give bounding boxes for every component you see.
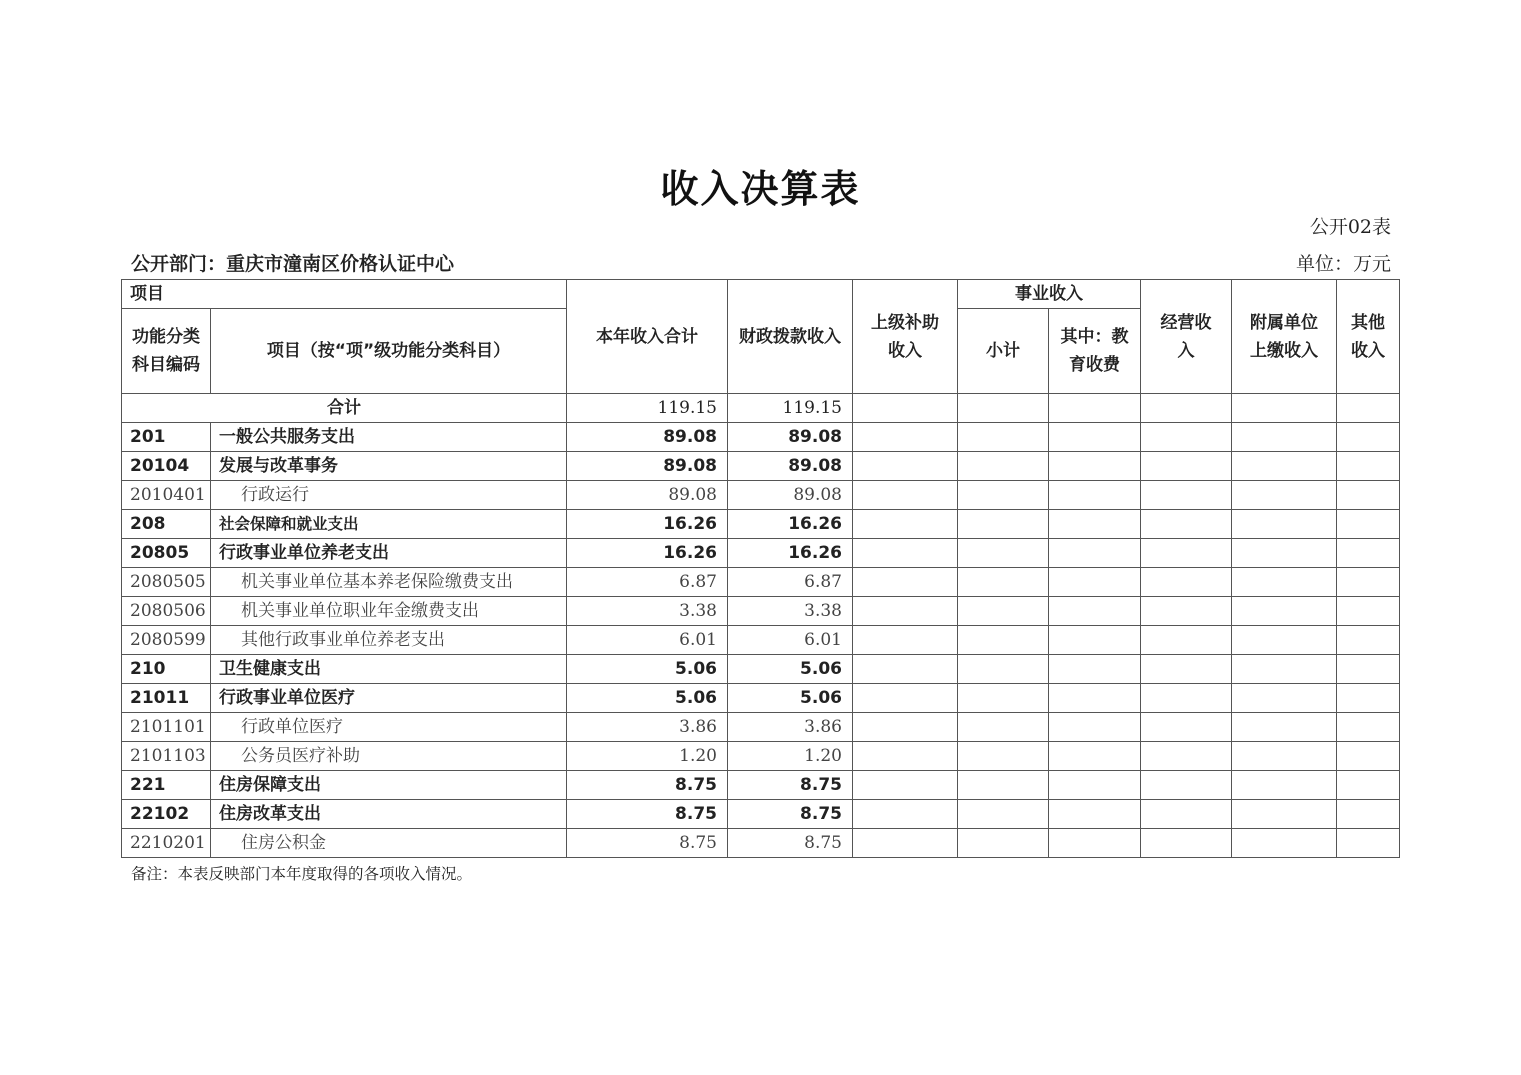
form-number: 公开02表 (1309, 216, 1391, 238)
empty-cell (1141, 771, 1232, 800)
total-fiscal-value: 119.15 (728, 394, 853, 423)
empty-cell (853, 452, 958, 481)
empty-cell (1141, 684, 1232, 713)
empty-cell (1337, 423, 1400, 452)
empty-cell (1141, 481, 1232, 510)
empty-cell (1337, 655, 1400, 684)
row-total: 16.26 (567, 539, 728, 568)
table-row (122, 829, 1400, 858)
total-label: 合计 (122, 394, 567, 423)
row-name: 机关事业单位职业年金缴费支出 (211, 597, 567, 626)
total-income-value: 119.15 (567, 394, 728, 423)
empty-cell (958, 423, 1049, 452)
empty-cell (958, 481, 1049, 510)
row-fiscal: 89.08 (728, 452, 853, 481)
empty-cell (1337, 742, 1400, 771)
header-edu-fee: 其中：教育收费 (1049, 309, 1141, 394)
empty-cell (958, 539, 1049, 568)
empty-cell (1232, 655, 1337, 684)
empty-cell (1141, 394, 1232, 423)
empty-cell (958, 394, 1049, 423)
empty-cell (853, 655, 958, 684)
row-code: 201 (122, 423, 211, 452)
empty-cell (1049, 655, 1141, 684)
row-code: 208 (122, 510, 211, 539)
empty-cell (1337, 800, 1400, 829)
empty-cell (958, 742, 1049, 771)
header-func-code: 功能分类科目编码 (122, 309, 211, 394)
empty-cell (1337, 568, 1400, 597)
empty-cell (1337, 771, 1400, 800)
empty-cell (1337, 597, 1400, 626)
header-operating: 经营收入 (1141, 280, 1232, 394)
header-other: 其他收入 (1337, 280, 1400, 394)
empty-cell (853, 713, 958, 742)
row-fiscal: 5.06 (728, 684, 853, 713)
empty-cell (958, 771, 1049, 800)
row-total: 89.08 (567, 452, 728, 481)
row-name: 行政运行 (211, 481, 567, 510)
empty-cell (1232, 510, 1337, 539)
empty-cell (1232, 597, 1337, 626)
table-row (122, 539, 1400, 568)
empty-cell (1141, 510, 1232, 539)
row-total: 6.87 (567, 568, 728, 597)
empty-cell (1049, 800, 1141, 829)
empty-cell (853, 771, 958, 800)
header-subtotal: 小计 (958, 309, 1049, 394)
row-fiscal: 8.75 (728, 800, 853, 829)
empty-cell (1141, 800, 1232, 829)
row-total: 8.75 (567, 771, 728, 800)
empty-cell (1141, 452, 1232, 481)
row-total: 1.20 (567, 742, 728, 771)
row-fiscal: 3.38 (728, 597, 853, 626)
table-row (122, 568, 1400, 597)
row-total: 6.01 (567, 626, 728, 655)
row-fiscal: 16.26 (728, 539, 853, 568)
header-row-1 (122, 280, 1400, 309)
empty-cell (1232, 423, 1337, 452)
empty-cell (1337, 684, 1400, 713)
empty-cell (1141, 539, 1232, 568)
header-affiliated: 附属单位上缴收入 (1232, 280, 1337, 394)
row-total: 3.86 (567, 713, 728, 742)
header-total-income: 本年收入合计 (567, 280, 728, 394)
table-row (122, 655, 1400, 684)
table-row (122, 423, 1400, 452)
row-fiscal: 8.75 (728, 771, 853, 800)
empty-cell (1337, 510, 1400, 539)
row-total: 5.06 (567, 684, 728, 713)
empty-cell (1141, 655, 1232, 684)
empty-cell (853, 568, 958, 597)
row-code: 2080599 (122, 626, 211, 655)
empty-cell (1232, 713, 1337, 742)
empty-cell (1049, 452, 1141, 481)
empty-cell (1232, 742, 1337, 771)
row-name: 机关事业单位基本养老保险缴费支出 (211, 568, 567, 597)
row-total: 5.06 (567, 655, 728, 684)
empty-cell (1337, 626, 1400, 655)
empty-cell (1232, 800, 1337, 829)
total-row (122, 394, 1400, 423)
row-name: 行政事业单位医疗 (211, 684, 567, 713)
empty-cell (1049, 510, 1141, 539)
empty-cell (1049, 713, 1141, 742)
row-code: 20104 (122, 452, 211, 481)
table-row (122, 684, 1400, 713)
table-row (122, 800, 1400, 829)
page-title: 收入决算表 (660, 167, 861, 211)
empty-cell (1049, 684, 1141, 713)
row-name: 其他行政事业单位养老支出 (211, 626, 567, 655)
header-fiscal: 财政拨款收入 (728, 280, 853, 394)
empty-cell (1232, 568, 1337, 597)
empty-cell (1141, 626, 1232, 655)
row-name: 发展与改革事务 (211, 452, 567, 481)
unit-label: 单位：万元 (1295, 253, 1391, 275)
table-row (122, 597, 1400, 626)
table-note: 备注：本表反映部门本年度取得的各项收入情况。 (131, 865, 473, 883)
row-name: 住房改革支出 (211, 800, 567, 829)
empty-cell (1049, 597, 1141, 626)
table-row (122, 771, 1400, 800)
empty-cell (1141, 568, 1232, 597)
row-name: 住房公积金 (211, 829, 567, 858)
row-name: 社会保障和就业支出 (211, 510, 567, 539)
empty-cell (1337, 452, 1400, 481)
empty-cell (1049, 423, 1141, 452)
table-row (122, 713, 1400, 742)
row-code: 2101103 (122, 742, 211, 771)
row-total: 8.75 (567, 829, 728, 858)
table-row (122, 742, 1400, 771)
header-project: 项目 (122, 280, 567, 309)
empty-cell (853, 800, 958, 829)
row-code: 20805 (122, 539, 211, 568)
row-name: 一般公共服务支出 (211, 423, 567, 452)
empty-cell (1232, 394, 1337, 423)
empty-cell (1337, 829, 1400, 858)
row-fiscal: 16.26 (728, 510, 853, 539)
empty-cell (1141, 829, 1232, 858)
row-name: 行政事业单位养老支出 (211, 539, 567, 568)
row-name: 公务员医疗补助 (211, 742, 567, 771)
row-code: 21011 (122, 684, 211, 713)
row-code: 2210201 (122, 829, 211, 858)
empty-cell (958, 800, 1049, 829)
row-fiscal: 8.75 (728, 829, 853, 858)
empty-cell (1337, 713, 1400, 742)
row-name: 卫生健康支出 (211, 655, 567, 684)
empty-cell (853, 481, 958, 510)
row-code: 2010401 (122, 481, 211, 510)
empty-cell (1049, 394, 1141, 423)
empty-cell (1232, 539, 1337, 568)
empty-cell (1049, 742, 1141, 771)
row-fiscal: 6.01 (728, 626, 853, 655)
row-code: 2080506 (122, 597, 211, 626)
row-total: 8.75 (567, 800, 728, 829)
empty-cell (1232, 684, 1337, 713)
empty-cell (1232, 452, 1337, 481)
empty-cell (958, 626, 1049, 655)
empty-cell (958, 452, 1049, 481)
empty-cell (958, 684, 1049, 713)
empty-cell (853, 510, 958, 539)
row-fiscal: 89.08 (728, 423, 853, 452)
empty-cell (958, 713, 1049, 742)
empty-cell (1049, 481, 1141, 510)
empty-cell (1232, 771, 1337, 800)
empty-cell (1049, 539, 1141, 568)
empty-cell (1232, 829, 1337, 858)
empty-cell (1232, 626, 1337, 655)
empty-cell (1337, 539, 1400, 568)
empty-cell (1141, 713, 1232, 742)
empty-cell (1049, 626, 1141, 655)
empty-cell (1049, 771, 1141, 800)
table-row (122, 452, 1400, 481)
row-fiscal: 5.06 (728, 655, 853, 684)
empty-cell (958, 655, 1049, 684)
row-total: 3.38 (567, 597, 728, 626)
empty-cell (1049, 829, 1141, 858)
empty-cell (958, 597, 1049, 626)
empty-cell (1232, 481, 1337, 510)
table-row (122, 481, 1400, 510)
row-total: 89.08 (567, 423, 728, 452)
department-label: 公开部门：重庆市潼南区价格认证中心 (131, 253, 455, 275)
row-fiscal: 89.08 (728, 481, 853, 510)
table-row (122, 626, 1400, 655)
empty-cell (1337, 394, 1400, 423)
empty-cell (958, 510, 1049, 539)
empty-cell (853, 829, 958, 858)
table-row (122, 510, 1400, 539)
row-code: 2080505 (122, 568, 211, 597)
empty-cell (1141, 742, 1232, 771)
income-table (121, 279, 1400, 858)
empty-cell (1337, 481, 1400, 510)
row-total: 89.08 (567, 481, 728, 510)
row-name: 行政单位医疗 (211, 713, 567, 742)
empty-cell (853, 684, 958, 713)
row-code: 22102 (122, 800, 211, 829)
empty-cell (853, 539, 958, 568)
empty-cell (1049, 568, 1141, 597)
empty-cell (853, 742, 958, 771)
row-fiscal: 1.20 (728, 742, 853, 771)
empty-cell (1141, 423, 1232, 452)
empty-cell (853, 423, 958, 452)
empty-cell (853, 394, 958, 423)
empty-cell (958, 568, 1049, 597)
header-business: 事业收入 (958, 280, 1141, 309)
row-fiscal: 3.86 (728, 713, 853, 742)
row-code: 2101101 (122, 713, 211, 742)
empty-cell (853, 626, 958, 655)
empty-cell (853, 597, 958, 626)
empty-cell (958, 829, 1049, 858)
row-code: 221 (122, 771, 211, 800)
header-superior: 上级补助收入 (853, 280, 958, 394)
row-total: 16.26 (567, 510, 728, 539)
row-code: 210 (122, 655, 211, 684)
row-fiscal: 6.87 (728, 568, 853, 597)
header-func-name: 项目（按“项”级功能分类科目） (211, 309, 567, 394)
empty-cell (1141, 597, 1232, 626)
row-name: 住房保障支出 (211, 771, 567, 800)
